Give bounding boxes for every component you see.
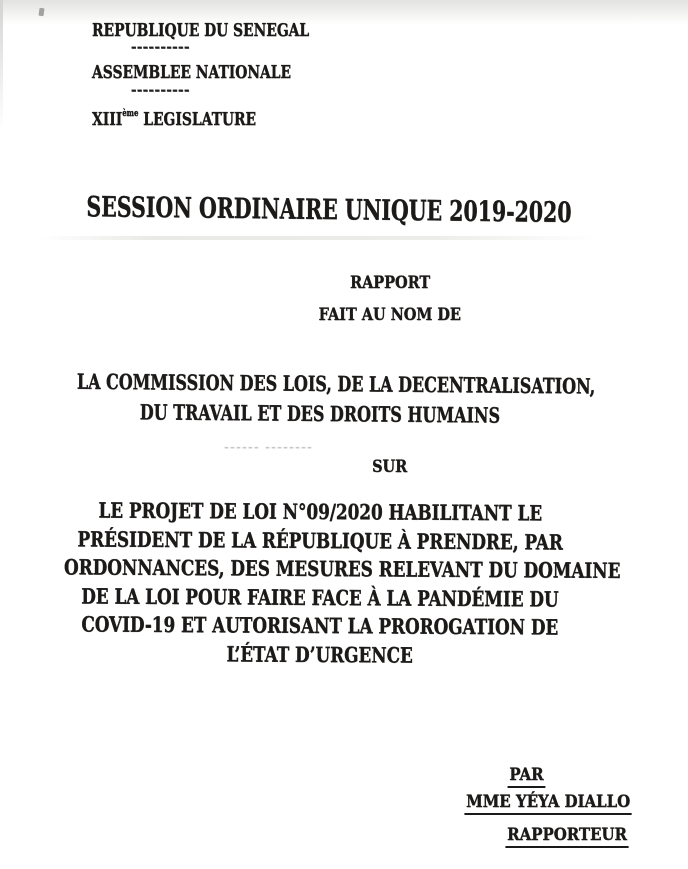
commission-line-2: DU TRAVAIL ET DES DROITS HUMAINS [139, 399, 501, 428]
signature-author-name: MME YÉYA DIALLO [448, 792, 648, 815]
scan-left-shadow [0, 0, 3, 130]
signature-by-label: PAR [476, 765, 576, 788]
scan-band-artifact [40, 236, 600, 240]
legislature-numeral: XIII [92, 109, 123, 130]
legislature-label: LEGISLATURE [138, 109, 257, 130]
report-label: RAPPORT [349, 273, 431, 293]
bill-line-3: ORDONNANCES, DES MESURES RELEVANT DU DOMAINE [64, 554, 621, 583]
bill-line-5: COVID-19 ET AUTORISANT LA PROROGATION DE [81, 611, 559, 640]
bill-line-6: L’ÉTAT D’URGENCE [226, 640, 413, 668]
faint-dashed-separator: ------ -------- [224, 440, 313, 454]
commission-line-1: LA COMMISSION DES LOIS, DE LA DECENTRALISATION, [76, 368, 596, 399]
made-on-behalf-label: FAIT AU NOM DE [318, 305, 462, 325]
on-label: SUR [372, 457, 408, 477]
header-country: REPUBLIQUE DU SENEGAL [92, 20, 310, 41]
bill-title [64, 496, 621, 670]
session-title: SESSION ORDINAIRE UNIQUE 2019-2020 [86, 190, 572, 230]
bill-line-4: DE LA LOI POUR FAIRE FACE À LA PANDÉMIE DU [81, 582, 559, 612]
commission-name [76, 367, 596, 431]
header-dashed-separator-2: ---------- [131, 83, 190, 98]
bill-line-2: PRÉSIDENT DE LA RÉPUBLIQUE À PRENDRE, PAR [77, 525, 563, 555]
header-dashed-separator-1: ---------- [131, 40, 190, 55]
header-institution: ASSEMBLEE NATIONALE [92, 62, 292, 83]
signature-role: RAPPORTEUR [467, 825, 667, 848]
legislature-ordinal-suffix: ème [122, 109, 139, 119]
header-legislature [92, 104, 256, 130]
bill-line-1: LE PROJET DE LOI N°09/2020 HABILITANT LE [98, 497, 543, 526]
